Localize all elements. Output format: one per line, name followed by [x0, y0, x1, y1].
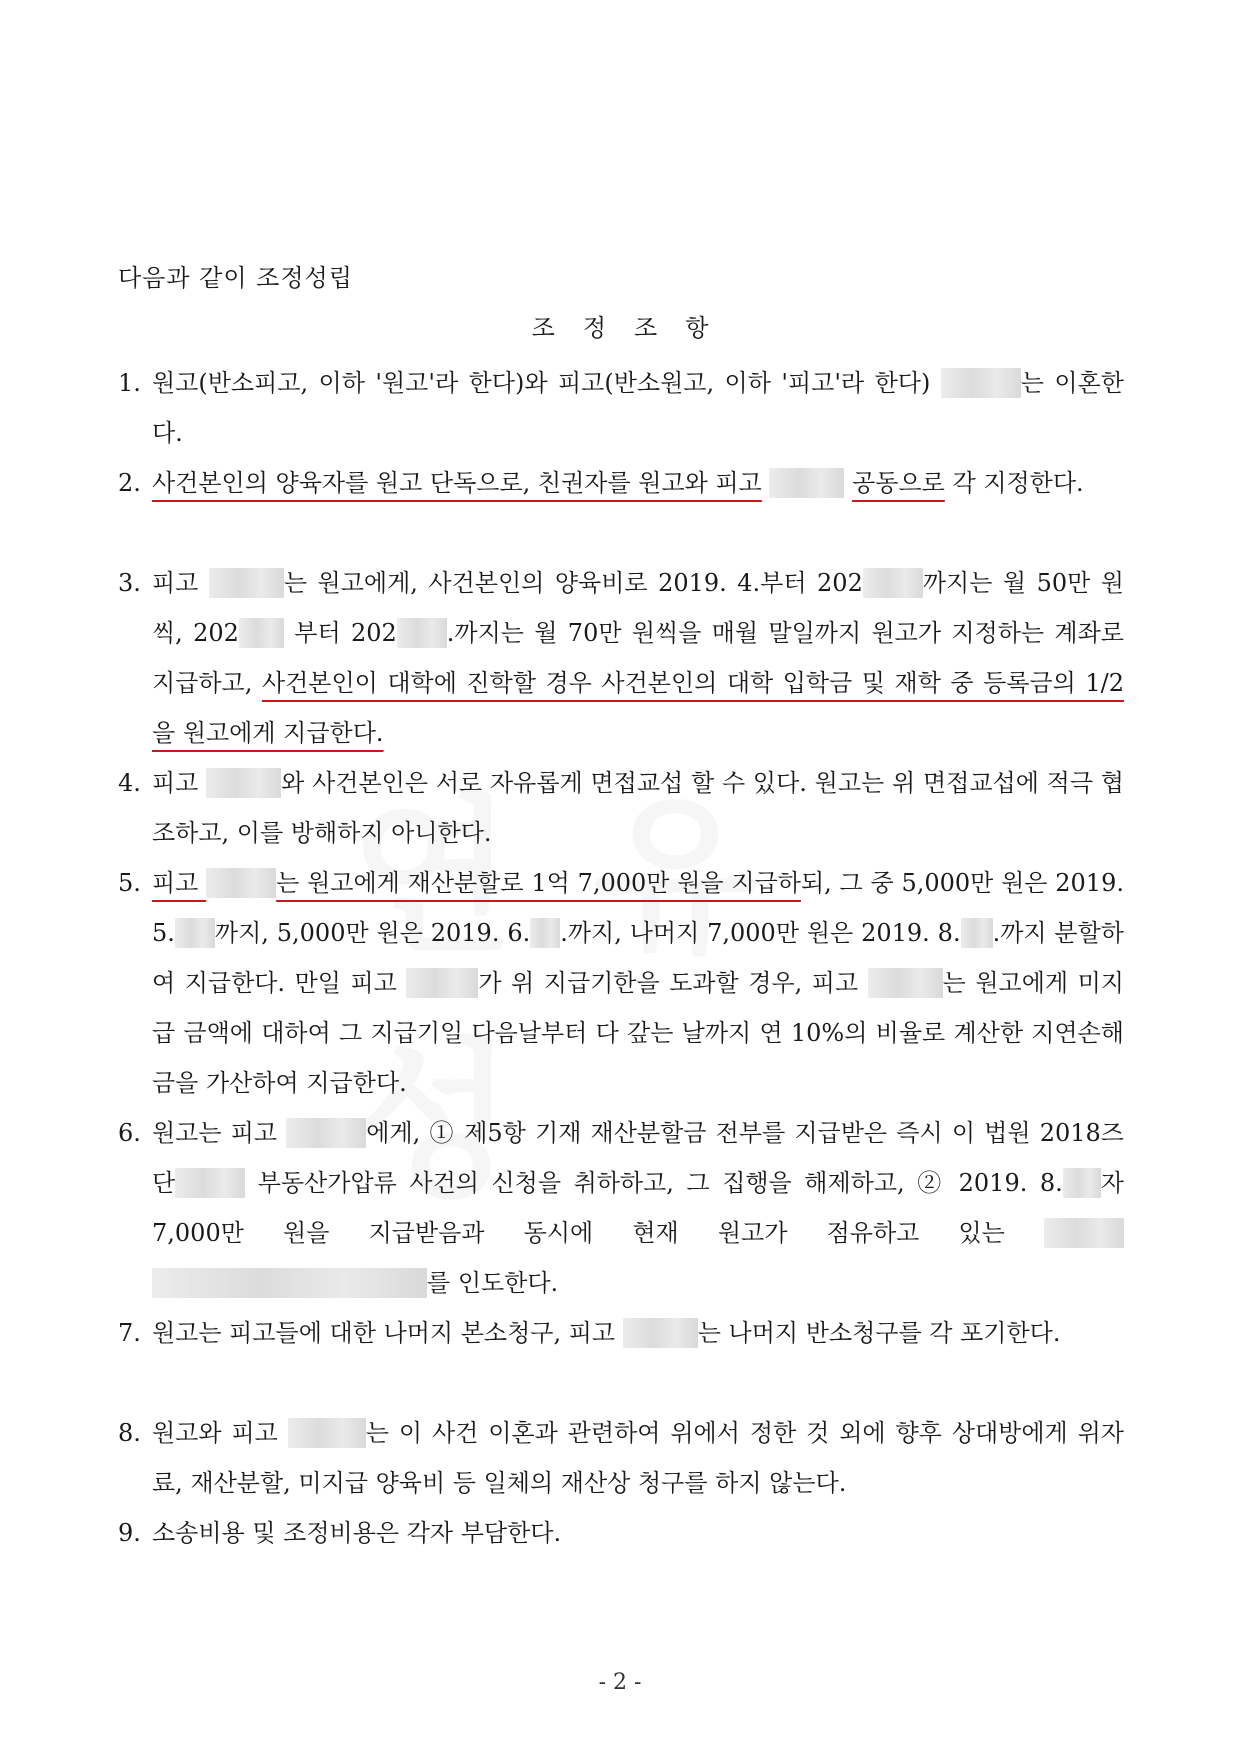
clause-number: 4. [118, 769, 141, 797]
redacted-date [175, 918, 215, 948]
redacted-date [239, 618, 284, 648]
clause-body: 원고와 피고 는 이 사건 이혼과 관련하여 위에서 정한 것 외에 향후 상대방에게 위자료, 재산분할, 미지급 양육비 등 일체의 재산상 청구를 하지 않는다. [152, 1419, 1124, 1497]
redacted-name [868, 968, 943, 998]
redacted-name [206, 868, 276, 898]
clause-number: 9. [118, 1519, 141, 1547]
redacted-date [961, 918, 993, 948]
highlighted-text: 사건본인의 양육자를 원고 단독으로, 친권자를 원고와 피고 [152, 469, 762, 497]
redacted-name [286, 1118, 366, 1148]
highlighted-text: 사건본인이 대학에 진학할 경우 사건본인의 대학 입학금 및 재학 중 등록금의 1/2을 원고에게 지급한다. [152, 669, 1124, 747]
clause-number: 3. [118, 569, 141, 597]
page-number: - 2 - [598, 1670, 642, 1695]
redacted-name [623, 1318, 698, 1348]
clause-number: 1. [118, 369, 141, 397]
clause-body: 원고(반소피고, 이하 '원고'라 한다)와 피고(반소원고, 이하 '피고'라 한다) 는 이혼한다. [152, 369, 1124, 447]
clause-number: 5. [118, 869, 141, 897]
clause-body: 피고 는 원고에게, 사건본인의 양육비로 2019. 4.부터 202 까지는 월 50만 원씩, 202 부터 202 .까지는 월 70만 원씩을 매월 말일까지 원고가 지정하는 계좌로 지급하고, 사건본인이 대학에 진학할 경우 사건본인의 대학 입학금 및 재학 중 등록금의 1/2을 원고에게 지급한다. [152, 569, 1124, 747]
redacted-date [530, 918, 560, 948]
clause-body: 사건본인의 양육자를 원고 단독으로, 친권자를 원고와 피고 공동으로 각 지정한다. [152, 469, 1084, 497]
redacted-date [863, 568, 923, 598]
clause-body: 원고는 피고 에게, ① 제5항 기재 재산분할금 전부를 지급받은 즉시 이 법원 2018즈단 부동산가압류 사건의 신청을 취하하고, 그 집행을 해제하고, ② 2019. 8. 자 7,000만 원을 지급받음과 동시에 현재 원고가 점유하고 있는 를 인도한다. [152, 1119, 1124, 1297]
redacted-name [206, 768, 281, 798]
redacted-name [769, 468, 844, 498]
redacted-name [941, 368, 1021, 398]
redacted-property [152, 1268, 427, 1298]
clause-body: 피고 와 사건본인은 서로 자유롭게 면접교섭 할 수 있다. 원고는 위 면접교섭에 적극 협조하고, 이를 방해하지 아니한다. [152, 769, 1124, 847]
redacted-address [1044, 1218, 1124, 1248]
clause-5 [118, 858, 1124, 1108]
clause-number: 6. [118, 1119, 141, 1147]
heading-char: 항 [685, 314, 709, 342]
intro-text: 다음과 같이 조정성립 [118, 264, 353, 292]
highlighted-text: 는 원고에게 재산분할로 1억 7,000만 원을 지급하 [276, 869, 801, 897]
clause-8 [118, 1408, 1124, 1508]
clause-2 [118, 458, 1124, 508]
clause-9 [118, 1508, 1124, 1558]
heading-char: 조 [634, 314, 658, 342]
clause-body: 피고 는 원고에게 재산분할로 1억 7,000만 원을 지급하되, 그 중 5,000만 원은 2019. 5. 까지, 5,000만 원은 2019. 6. .까지, 나머지 7,000만 원은 2019. 8. .까지 분할하여 지급한다. 만일 피고 가 위 지급기한을 도과할 경우, 피고 는 원고에게 미지급 금액에 대하여 그 지급기일 다음날부터 다 갚는 날까지 연 10%의 비율로 계산한 지연손해금을 가산하여 지급한다. [152, 869, 1124, 1097]
highlighted-text: 공동으로 [852, 469, 945, 497]
highlighted-text: 피고 [152, 869, 199, 897]
clause-4 [118, 758, 1124, 858]
clause-7 [118, 1308, 1124, 1358]
redacted-date [397, 618, 447, 648]
clause-number: 7. [118, 1319, 141, 1347]
clause-3 [118, 558, 1124, 758]
redacted-name [288, 1418, 366, 1448]
redacted-name [406, 968, 478, 998]
clause-1 [118, 358, 1124, 458]
redacted-date [1063, 1168, 1101, 1198]
clause-body: 원고는 피고들에 대한 나머지 본소청구, 피고 는 나머지 반소청구를 각 포기한다. [152, 1319, 1061, 1347]
clause-body: 소송비용 및 조정비용은 각자 부담한다. [152, 1519, 562, 1547]
clause-number: 8. [118, 1419, 141, 1447]
heading-char: 조 [531, 314, 555, 342]
redacted-name [209, 568, 284, 598]
section-heading [0, 308, 1240, 343]
heading-char: 정 [582, 314, 606, 342]
clause-number: 2. [118, 469, 141, 497]
clause-6 [118, 1108, 1124, 1308]
redacted-case-number [175, 1168, 245, 1198]
